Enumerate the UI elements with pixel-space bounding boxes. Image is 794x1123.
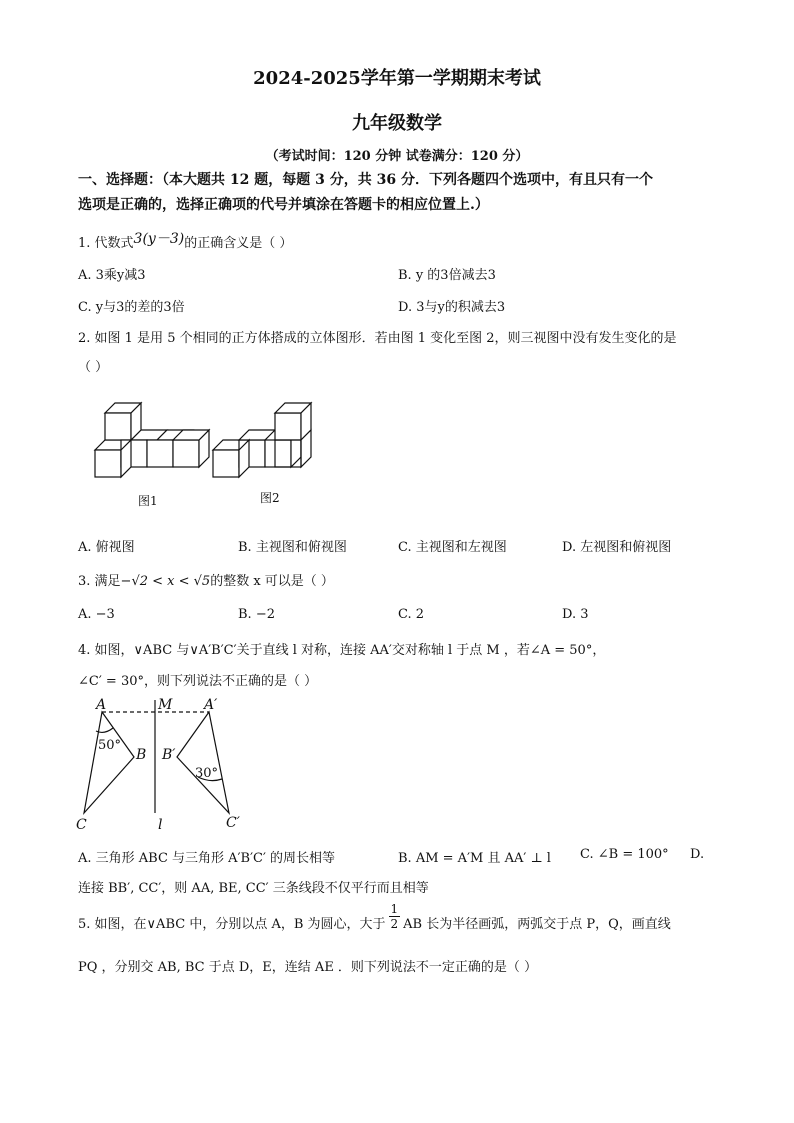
label-b: B xyxy=(136,747,147,763)
label-c: C xyxy=(76,817,87,833)
q5-fraction-denominator: 2 xyxy=(390,917,399,931)
section-heading-line2: 选项是正确的，选择正确项的代号并填涂在答题卡的相应位置上.） xyxy=(78,197,489,213)
q1-stem xyxy=(78,232,292,252)
q1-option-a[interactable]: A. 3乘y减3 xyxy=(78,268,146,283)
q3-stem-before: 3. 满足 xyxy=(78,574,121,589)
label-angle-30: 30° xyxy=(195,766,219,781)
q2-option-a[interactable]: A. 俯视图 xyxy=(78,540,135,555)
label-a-prime: A′ xyxy=(204,697,218,713)
label-c-prime: C′ xyxy=(226,815,240,831)
q1-expression: 3(y－3) xyxy=(133,231,185,247)
label-m: M xyxy=(158,697,173,713)
figure2-caption: 图2 xyxy=(260,491,280,505)
q3-inequality: −√2 < x < √5 xyxy=(120,574,211,589)
q5-before: 5. 如图，在∨ABC 中，分别以点 A，B 为圆心，大于 xyxy=(78,917,386,932)
q5-fraction xyxy=(389,902,401,931)
q4-option-a[interactable]: A. 三角形 ABC 与三角形 A′B′C′ 的周长相等 xyxy=(78,851,336,866)
q4-symmetry-figure xyxy=(72,695,262,835)
triangle-a-prime-b-prime-c-prime xyxy=(177,712,229,813)
figure2-cubes xyxy=(213,403,311,477)
section-heading-line1: 一、选择题：（本大题共 12 题，每题 3 分，共 36 分．下列各题四个选项中，有且只有一个 xyxy=(78,172,653,188)
label-b-prime: B′ xyxy=(162,747,176,763)
q4-stem-line1: 4. 如图，∨ABC 与∨A′B′C′关于直线 l 对称，连接 AA′交对称轴 l 于点 M ，若∠A = 50°， xyxy=(78,643,606,658)
q5-fraction-numerator: 1 xyxy=(390,902,399,916)
q4-option-c[interactable]: C. ∠B = 100° xyxy=(580,847,669,862)
q5-after: AB 长为半径画弧，两弧交于点 P，Q，画直线 xyxy=(403,917,671,932)
q3-option-a[interactable]: A. −3 xyxy=(78,607,115,622)
q3-stem xyxy=(78,570,334,589)
q4-option-d[interactable]: D. xyxy=(690,847,705,862)
q5-stem-line1 xyxy=(78,902,671,942)
figure1-caption: 图1 xyxy=(138,494,158,508)
q2-stem-bracket: （ ） xyxy=(78,360,109,375)
q3-option-d[interactable]: D. 3 xyxy=(562,607,589,622)
label-a: A xyxy=(96,697,107,713)
label-angle-50: 50° xyxy=(98,738,122,753)
exam-info: （考试时间：120 分钟 试卷满分：120 分） xyxy=(265,149,529,164)
q2-option-d[interactable]: D. 左视图和俯视图 xyxy=(562,540,672,555)
q2-stem: 2. 如图 1 是用 5 个相同的正方体搭成的立体图形．若由图 1 变化至图 2，则三视图中没有发生变化的是 xyxy=(78,331,677,346)
q2-cube-figures xyxy=(90,395,330,485)
subject-title: 九年级数学 xyxy=(352,113,442,134)
q4-option-d-text[interactable]: 连接 BB′, CC′，则 AA, BE, CC′ 三条线段不仅平行而且相等 xyxy=(78,881,429,896)
label-l: l xyxy=(158,817,163,833)
q4-stem-line2: ∠C′ = 30°，则下列说法不正确的是（ ） xyxy=(78,674,318,689)
q1-stem-after: 的正确含义是（ ） xyxy=(184,236,293,251)
q1-stem-before: 1. 代数式 xyxy=(78,236,134,251)
triangle-abc xyxy=(84,712,134,813)
q1-option-c[interactable]: C. y与3的差的3倍 xyxy=(78,300,185,315)
q1-option-b[interactable]: B. y 的3倍减去3 xyxy=(398,268,496,283)
q1-option-d[interactable]: D. 3与y的积减去3 xyxy=(398,300,506,315)
q2-option-c[interactable]: C. 主视图和左视图 xyxy=(398,540,507,555)
q5-stem-line2: PQ ，分别交 AB, BC 于点 D，E，连结 AE ．则下列说法不一定正确的是（ ） xyxy=(78,960,538,975)
q3-stem-after: 的整数 x 可以是（ ） xyxy=(210,574,334,589)
q4-option-b[interactable]: B. AM = A′M 且 AA′ ⊥ l xyxy=(398,851,551,866)
q3-option-b[interactable]: B. −2 xyxy=(238,607,275,622)
q2-option-b[interactable]: B. 主视图和俯视图 xyxy=(238,540,347,555)
q3-option-c[interactable]: C. 2 xyxy=(398,607,425,622)
figure1-cubes xyxy=(95,403,209,477)
exam-title: 2024-2025学年第一学期期末考试 xyxy=(253,68,541,89)
